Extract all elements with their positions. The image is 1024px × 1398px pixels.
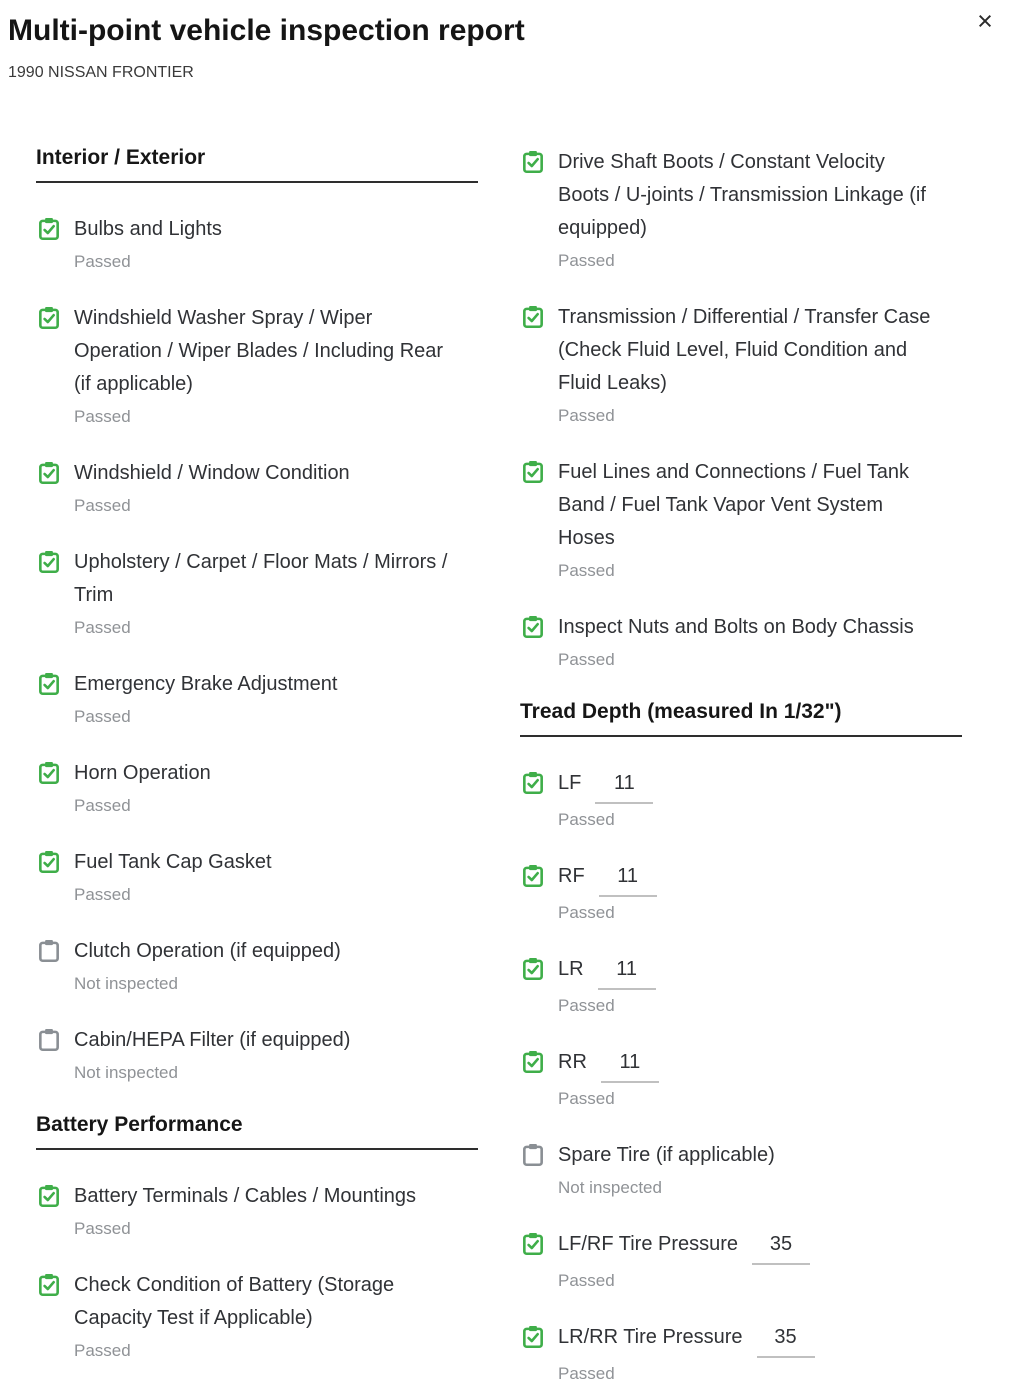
clipboard-check-icon <box>520 149 546 175</box>
inspection-item <box>520 1046 962 1112</box>
clipboard-empty-icon <box>36 938 62 964</box>
inspection-item <box>36 1269 478 1364</box>
item-status: Not inspected <box>74 974 178 993</box>
item-label: Battery Terminals / Cables / Mountings <box>74 1185 417 1207</box>
clipboard-check-icon <box>36 549 62 575</box>
clipboard-check-icon <box>520 863 546 889</box>
inspection-item <box>36 1180 478 1242</box>
item-status: Passed <box>74 496 131 515</box>
inspection-item <box>36 213 478 275</box>
clipboard-check-icon <box>36 1272 62 1298</box>
item-label: LF/RF Tire Pressure <box>558 1233 739 1255</box>
item-status: Passed <box>558 903 615 922</box>
clipboard-check-icon <box>520 770 546 796</box>
left-column <box>36 146 478 1398</box>
section-header: Tread Depth (measured In 1/32") <box>520 700 962 737</box>
right-column <box>520 146 962 1398</box>
inspection-item <box>520 456 962 584</box>
clipboard-check-icon <box>36 305 62 331</box>
item-label: Upholstery / Carpet / Floor Mats / Mirrors / Trim <box>74 551 448 606</box>
inspection-item <box>36 846 478 908</box>
item-label: Emergency Brake Adjustment <box>74 673 338 695</box>
item-status: Passed <box>74 618 131 637</box>
inspection-item <box>520 953 962 1019</box>
section-header: Interior / Exterior <box>36 146 478 183</box>
item-status: Passed <box>558 1364 615 1383</box>
item-value-field: 11 <box>598 953 656 990</box>
clipboard-check-icon <box>36 216 62 242</box>
item-label: RF <box>558 865 585 887</box>
item-value-field: 11 <box>599 860 657 897</box>
item-status: Passed <box>74 1341 131 1360</box>
inspection-item <box>36 935 478 997</box>
inspection-item <box>520 1228 962 1294</box>
clipboard-check-icon <box>36 671 62 697</box>
inspection-item <box>520 1139 962 1201</box>
item-status: Passed <box>74 707 131 726</box>
item-status: Passed <box>558 406 615 425</box>
clipboard-check-icon <box>520 304 546 330</box>
item-label: Fuel Lines and Connections / Fuel Tank Band / Fuel Tank Vapor Vent System Hoses <box>558 461 909 549</box>
inspection-item <box>36 302 478 430</box>
clipboard-check-icon <box>36 760 62 786</box>
item-status: Passed <box>74 796 131 815</box>
clipboard-check-icon <box>36 849 62 875</box>
section-header: Battery Performance <box>36 1113 478 1150</box>
item-status: Passed <box>74 885 131 904</box>
item-label: Inspect Nuts and Bolts on Body Chassis <box>558 616 914 638</box>
item-label: RR <box>558 1051 587 1073</box>
item-label: Fuel Tank Cap Gasket <box>74 851 272 873</box>
item-status: Passed <box>74 1219 131 1238</box>
item-label: Drive Shaft Boots / Constant Velocity Boots / U-joints / Transmission Linkage (if equipped) <box>558 151 926 239</box>
inspection-item <box>520 1321 962 1387</box>
clipboard-check-icon <box>520 1049 546 1075</box>
inspection-item <box>36 546 478 641</box>
item-status: Passed <box>558 1089 615 1108</box>
item-status: Passed <box>74 252 131 271</box>
item-label: Clutch Operation (if equipped) <box>74 940 341 962</box>
item-status: Not inspected <box>558 1178 662 1197</box>
clipboard-empty-icon <box>520 1142 546 1168</box>
item-label: Check Condition of Battery (Storage Capacity Test if Applicable) <box>74 1274 395 1329</box>
page-title: Multi-point vehicle inspection report <box>8 14 525 47</box>
clipboard-check-icon <box>520 459 546 485</box>
clipboard-check-icon <box>520 956 546 982</box>
inspection-item <box>36 757 478 819</box>
item-status: Passed <box>558 650 615 669</box>
clipboard-check-icon <box>520 1324 546 1350</box>
item-label: Spare Tire (if applicable) <box>558 1144 775 1166</box>
inspection-item <box>520 860 962 926</box>
item-value-field: 11 <box>601 1046 659 1083</box>
item-status: Passed <box>558 1271 615 1290</box>
inspection-item <box>520 146 962 274</box>
item-value-field: 11 <box>595 767 653 804</box>
inspection-item <box>520 611 962 673</box>
item-status: Passed <box>558 996 615 1015</box>
vehicle-name: 1990 NISSAN FRONTIER <box>8 64 194 81</box>
clipboard-check-icon <box>520 614 546 640</box>
item-status: Not inspected <box>74 1063 178 1082</box>
inspection-item <box>520 767 962 833</box>
item-status: Passed <box>558 810 615 829</box>
item-label: Transmission / Differential / Transfer Case (Check Fluid Level, Fluid Condition and Fluid Leaks) <box>558 306 931 394</box>
item-label: Windshield Washer Spray / Wiper Operation / Wiper Blades / Including Rear (if applicable) <box>74 307 444 395</box>
item-label: Cabin/HEPA Filter (if equipped) <box>74 1029 351 1051</box>
close-icon[interactable]: × <box>968 4 1002 38</box>
inspection-item <box>36 668 478 730</box>
inspection-item <box>36 1024 478 1086</box>
item-value-field: 35 <box>757 1321 815 1358</box>
item-label: Horn Operation <box>74 762 211 784</box>
report-columns <box>36 146 1024 1398</box>
item-label: Windshield / Window Condition <box>74 462 350 484</box>
item-value-field: 35 <box>752 1228 810 1265</box>
item-status: Passed <box>558 561 615 580</box>
item-status: Passed <box>74 407 131 426</box>
clipboard-check-icon <box>36 460 62 486</box>
item-status: Passed <box>558 251 615 270</box>
clipboard-check-icon <box>36 1183 62 1209</box>
inspection-item <box>520 301 962 429</box>
clipboard-check-icon <box>520 1231 546 1257</box>
clipboard-empty-icon <box>36 1027 62 1053</box>
item-label: Bulbs and Lights <box>74 218 222 240</box>
item-label: LF <box>558 772 582 794</box>
inspection-item <box>36 457 478 519</box>
item-label: LR/RR Tire Pressure <box>558 1326 743 1348</box>
item-label: LR <box>558 958 584 980</box>
